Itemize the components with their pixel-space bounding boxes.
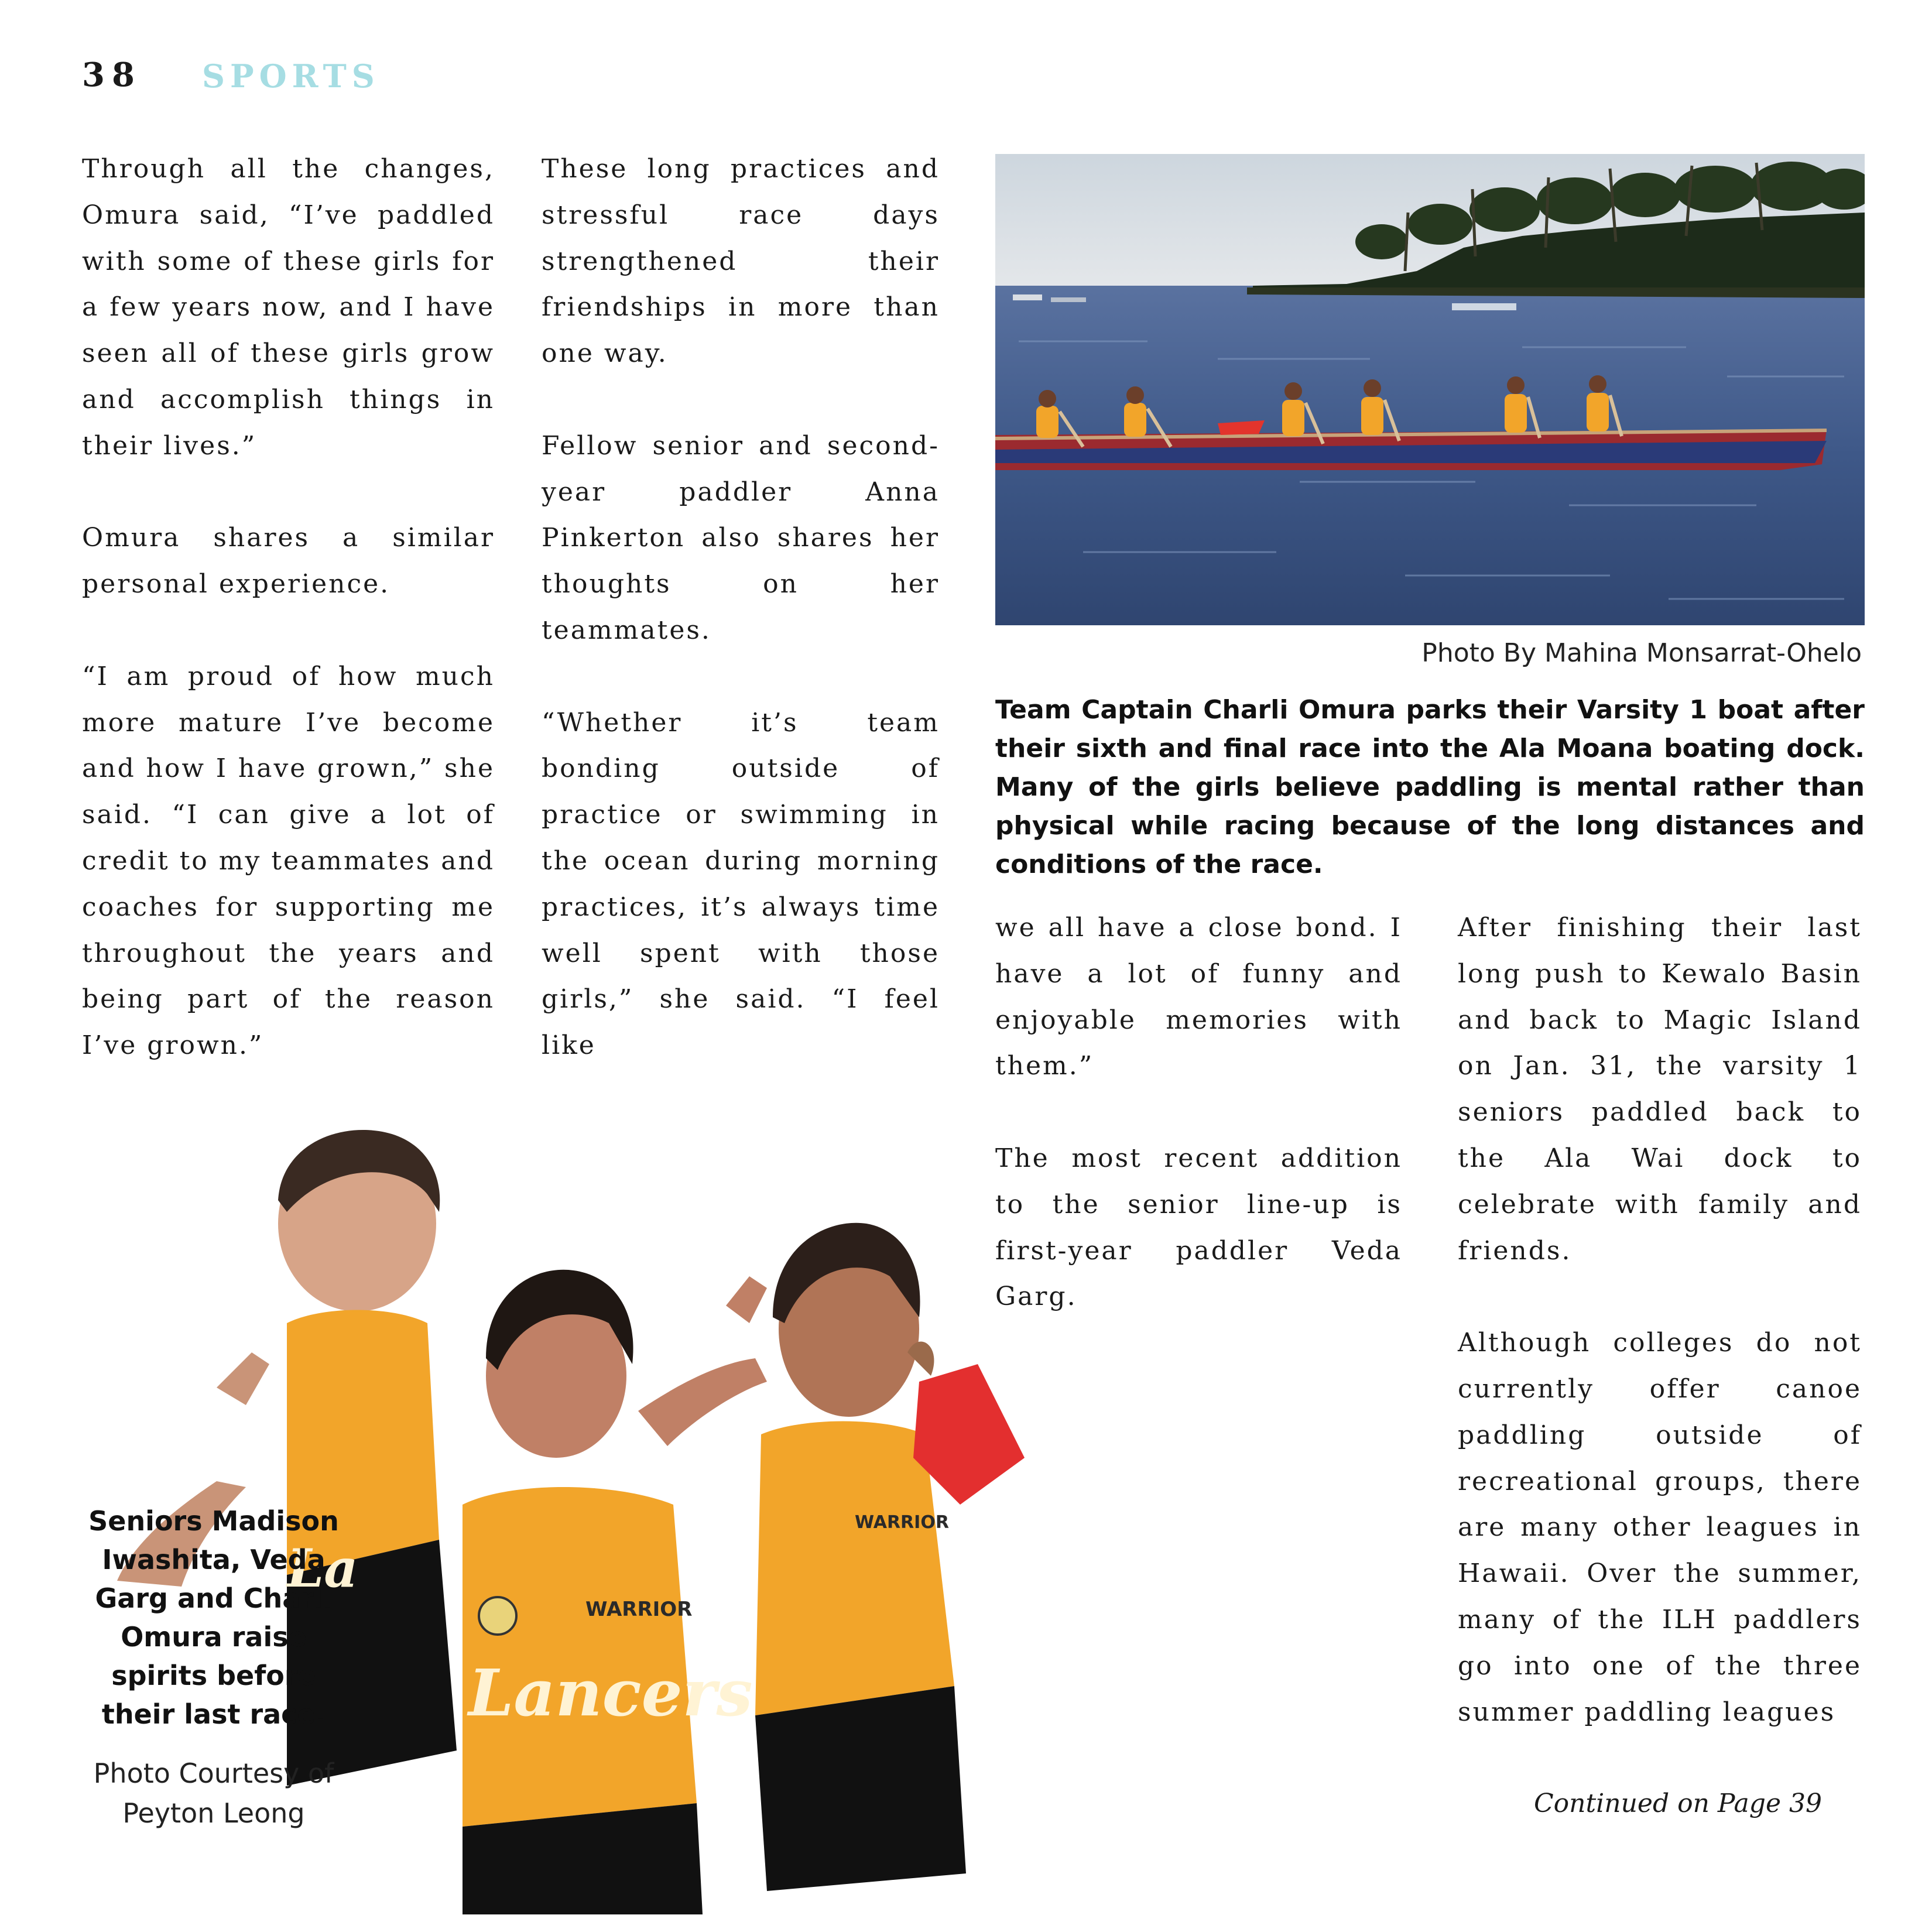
paragraph: The most recent addition to the senior line-up is first-year paddler Veda Garg. (995, 1143, 1402, 1312)
article-column-4 (1458, 905, 1862, 1735)
paragraph: Omura shares a similar personal experience. (82, 523, 495, 600)
svg-text:La: La (287, 1537, 358, 1599)
continued-note: Continued on Page 39 (1534, 1789, 1822, 1818)
svg-text:Lancers: Lancers (468, 1655, 753, 1731)
article-column-1 (82, 146, 495, 1069)
paragraph: we all have a close bond. I have a lot of funny and enjoyable memories with them.” (995, 913, 1402, 1081)
page-number: 38 (82, 56, 142, 94)
section-title: SPORTS (202, 57, 380, 95)
photo-caption: Seniors Madison Iwashita, Veda Garg and Charli Omura raise spirits before their last race. (88, 1505, 339, 1730)
paragraph: After finishing their last long push to Kewalo Basin and back to Magic Island on Jan. 31, the varsity 1 seniors paddled back to the Ala Wai dock to celebrate with family and friends. (1458, 913, 1862, 1266)
girl-2-figure (463, 1270, 767, 1914)
photo-credit: Photo By Mahina Monsarrat-Ohelo (1421, 638, 1862, 668)
svg-text:WARRIOR: WARRIOR (855, 1512, 949, 1533)
photo-caption: Team Captain Charli Omura parks their Varsity 1 boat after their sixth and final race into the Ala Moana boating dock. Many of the girls believe paddling is mental rather than physical while racing because of the long distances and conditions of the race. (995, 695, 1865, 879)
photo-credit: Photo Courtesy of Peyton Leong (93, 1758, 334, 1829)
girl-3-figure (755, 1223, 1025, 1891)
paragraph: “I am proud of how much more mature I’ve become and how I have grown,” she said. “I can give a lot of credit to my teammates and coaches for supporting me throughout the years and being part of the reason I’ve grown.” (82, 661, 495, 1061)
paragraph: “Whether it’s team bonding outside of practice or swimming in the ocean during morning practices, it’s always time well spent with those girls,” she said. “I feel like (542, 707, 940, 1061)
paragraph: Fellow senior and second-year paddler Anna Pinkerton also shares her thoughts on her teammates. (542, 430, 940, 645)
paragraph: Although colleges do not currently offer canoe paddling outside of recreational groups, there are many other leagues in Hawaii. Over the summer, many of the ILH paddlers go into one of the three summer paddling leagues (1458, 1328, 1862, 1727)
svg-text:WARRIOR: WARRIOR (585, 1598, 693, 1621)
canoe-photo-illustration (995, 154, 1865, 625)
article-column-2 (542, 146, 940, 1069)
paragraph: Through all the changes, Omura said, “I’ve paddled with some of these girls for a few years now, and I have seen all of these girls grow and accomplish things in their lives.” (82, 154, 495, 461)
canoe-photo (995, 154, 1865, 625)
paragraph: These long practices and stressful race days strengthened their friendships in more than one way. (542, 154, 940, 369)
